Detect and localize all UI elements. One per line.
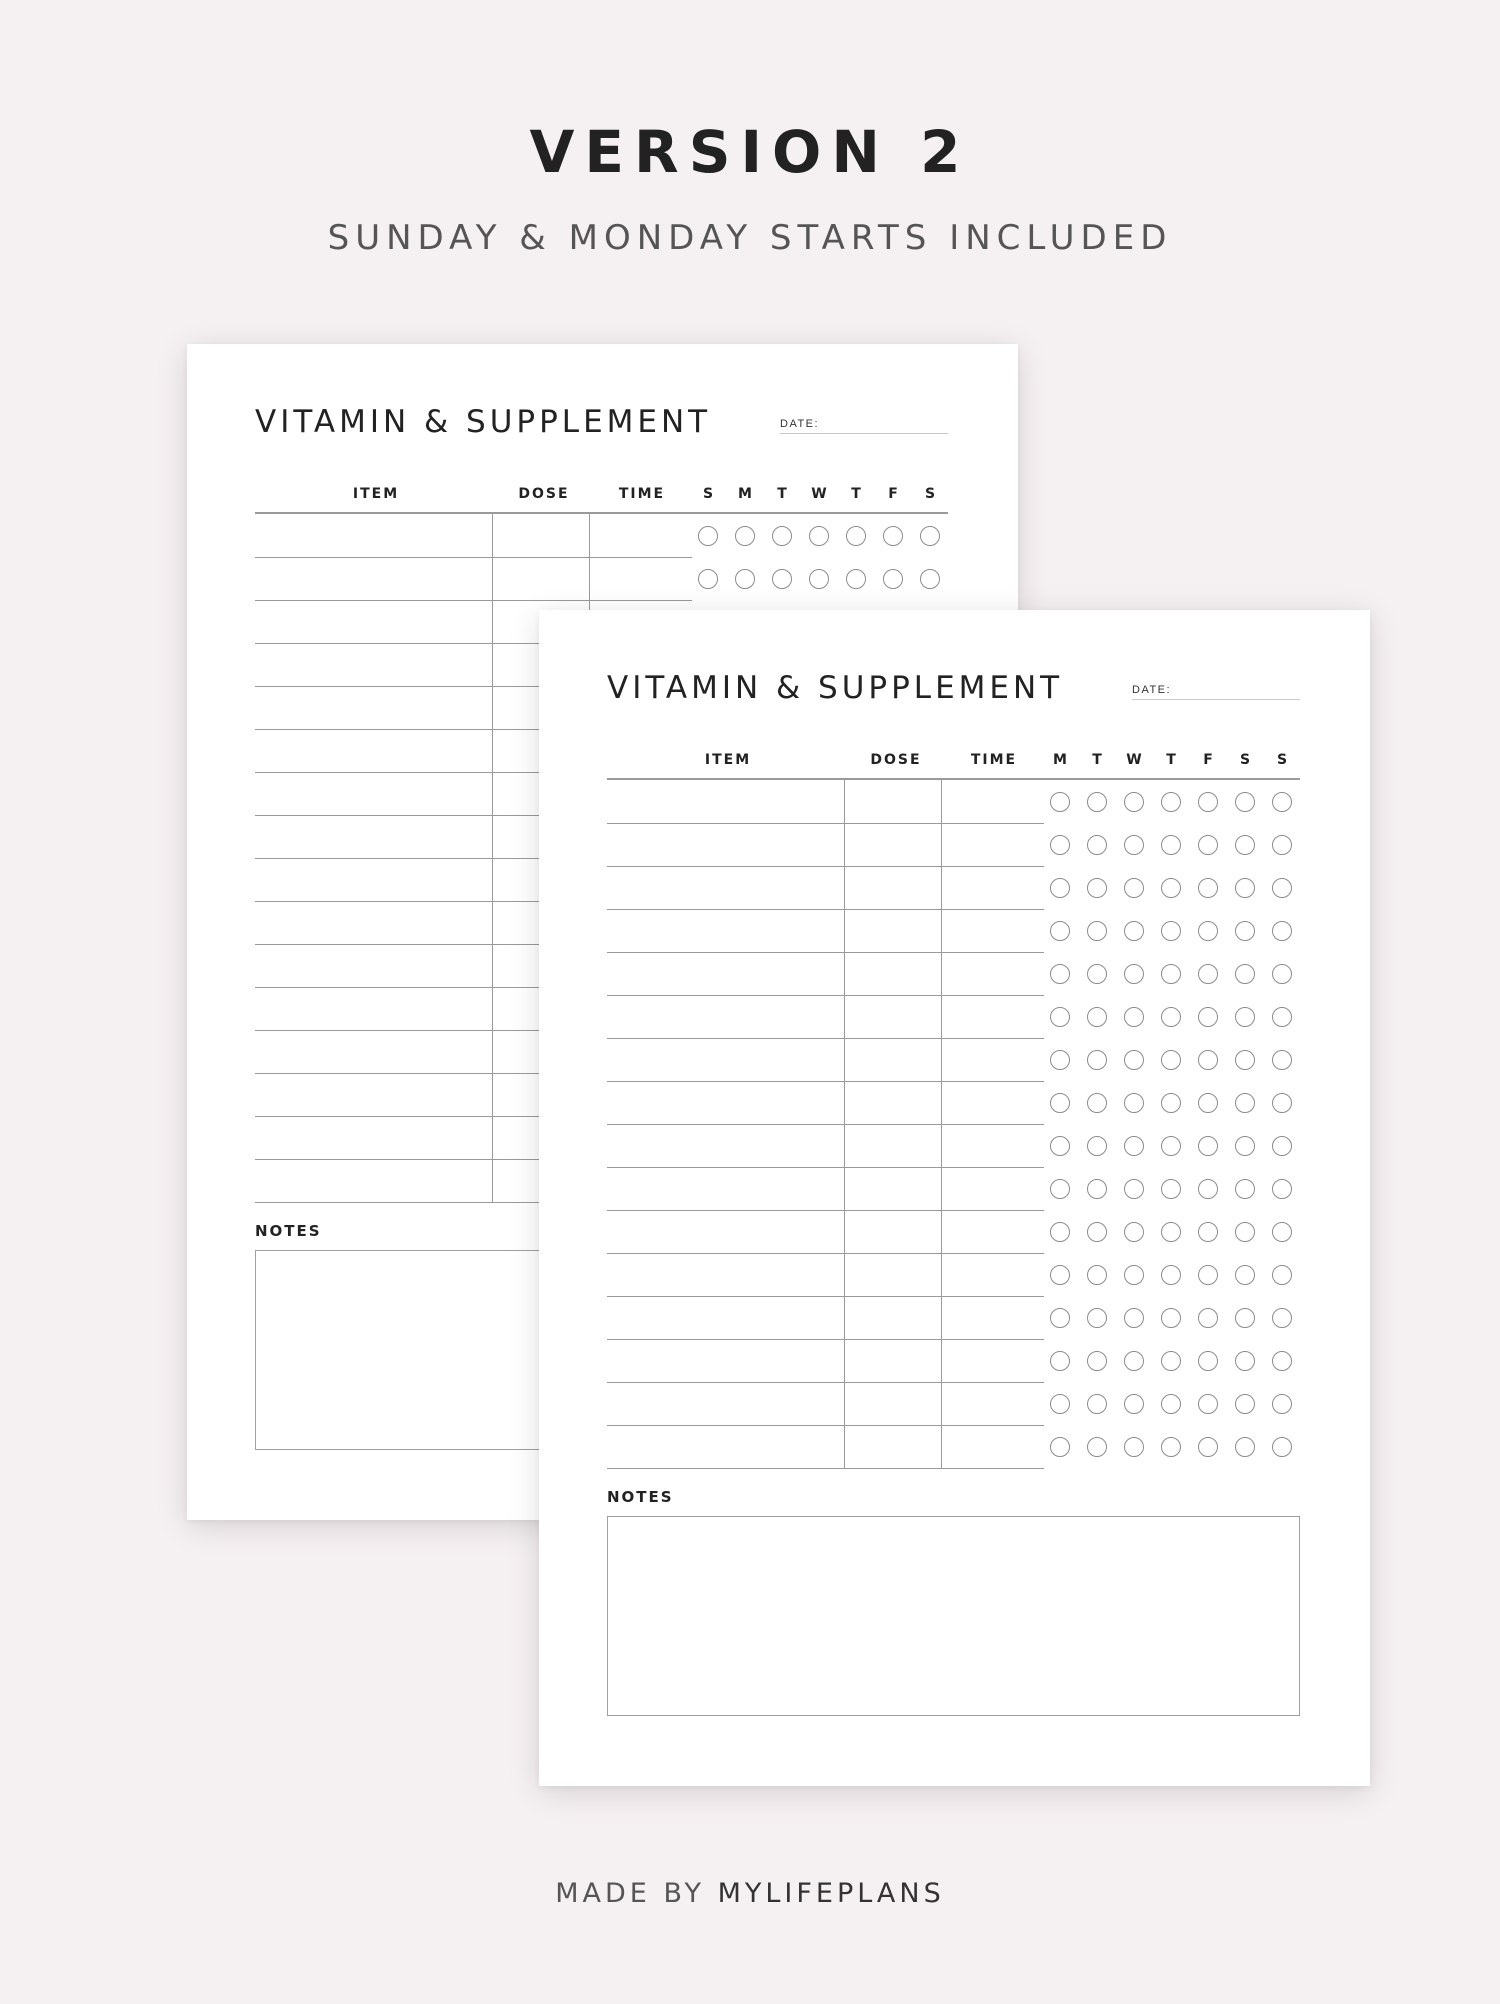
column-header-time: TIME	[618, 486, 666, 502]
day-checkbox[interactable]	[1161, 1179, 1181, 1199]
day-checkbox[interactable]	[1235, 921, 1255, 941]
day-checkbox[interactable]	[772, 569, 792, 589]
day-header: M	[738, 486, 752, 502]
day-checkbox[interactable]	[1124, 792, 1144, 812]
day-checkbox[interactable]	[1272, 1265, 1292, 1285]
day-checkbox[interactable]	[1235, 1308, 1255, 1328]
table-row[interactable]	[607, 1468, 1044, 1469]
day-checkbox[interactable]	[1161, 1265, 1181, 1285]
day-checkbox[interactable]	[1161, 1351, 1181, 1371]
footer-credit	[0, 1878, 1500, 1909]
date-field[interactable]	[780, 433, 948, 434]
day-checkbox[interactable]	[1235, 1222, 1255, 1242]
day-checkbox[interactable]	[1272, 1050, 1292, 1070]
day-checkbox[interactable]	[1235, 964, 1255, 984]
day-checkbox[interactable]	[1272, 1351, 1292, 1371]
day-checkbox[interactable]	[1235, 792, 1255, 812]
day-checkbox[interactable]	[1272, 1308, 1292, 1328]
day-checkbox[interactable]	[1124, 878, 1144, 898]
day-checkbox[interactable]	[1124, 1050, 1144, 1070]
day-header: S	[1276, 752, 1288, 768]
day-header: T	[851, 486, 861, 502]
table-row[interactable]	[607, 1038, 1044, 1039]
day-checkbox[interactable]	[1124, 1136, 1144, 1156]
day-checkbox[interactable]	[1198, 878, 1218, 898]
day-checkbox[interactable]	[1198, 1179, 1218, 1199]
column-header-dose: DOSE	[518, 486, 570, 502]
table-row[interactable]	[607, 1124, 1044, 1125]
day-checkbox[interactable]	[1050, 792, 1070, 812]
day-checkbox[interactable]	[1272, 1007, 1292, 1027]
table-row[interactable]	[607, 1296, 1044, 1297]
day-checkbox[interactable]	[1124, 964, 1144, 984]
day-checkbox[interactable]	[1161, 1007, 1181, 1027]
day-checkbox[interactable]	[1087, 1136, 1107, 1156]
day-checkbox[interactable]	[846, 569, 866, 589]
day-checkbox[interactable]	[1087, 1351, 1107, 1371]
day-checkbox[interactable]	[1087, 1265, 1107, 1285]
day-header: M	[1053, 752, 1067, 768]
day-checkbox[interactable]	[1235, 1437, 1255, 1457]
planner-title: VITAMIN & SUPPLEMENT	[255, 404, 712, 440]
day-checkbox[interactable]	[1124, 1308, 1144, 1328]
day-checkbox[interactable]	[1161, 792, 1181, 812]
day-checkbox[interactable]	[1272, 964, 1292, 984]
day-checkbox[interactable]	[1087, 1179, 1107, 1199]
day-header: S	[702, 486, 714, 502]
planner-sheet-monday-start	[539, 610, 1370, 1786]
day-checkbox[interactable]	[1198, 1093, 1218, 1113]
day-checkbox[interactable]	[1235, 878, 1255, 898]
day-checkbox[interactable]	[1087, 878, 1107, 898]
day-checkbox[interactable]	[1050, 1437, 1070, 1457]
table-row[interactable]	[607, 1339, 1044, 1340]
day-header: S	[1239, 752, 1251, 768]
footer-made-by: MADE BY	[555, 1878, 705, 1909]
day-checkbox[interactable]	[883, 526, 903, 546]
day-checkbox[interactable]	[1235, 1179, 1255, 1199]
header-rule	[255, 512, 948, 514]
day-checkbox[interactable]	[1161, 1437, 1181, 1457]
date-label: DATE:	[1132, 684, 1172, 696]
table-row[interactable]	[607, 909, 1044, 910]
day-checkbox[interactable]	[735, 569, 755, 589]
day-checkbox[interactable]	[1272, 1136, 1292, 1156]
day-checkbox[interactable]	[772, 526, 792, 546]
day-checkbox[interactable]	[1235, 1136, 1255, 1156]
day-checkbox[interactable]	[1235, 1093, 1255, 1113]
day-checkbox[interactable]	[1124, 1179, 1144, 1199]
day-header: W	[1126, 752, 1142, 768]
day-header: S	[924, 486, 936, 502]
day-checkbox[interactable]	[1050, 835, 1070, 855]
day-checkbox[interactable]	[1198, 1308, 1218, 1328]
page-subheadline: SUNDAY & MONDAY STARTS INCLUDED	[327, 218, 1173, 258]
column-header-time: TIME	[970, 752, 1018, 768]
day-checkbox[interactable]	[1124, 1394, 1144, 1414]
table-row[interactable]	[607, 995, 1044, 996]
day-checkbox[interactable]	[1161, 878, 1181, 898]
planner-title: VITAMIN & SUPPLEMENT	[607, 670, 1064, 706]
table-row[interactable]	[607, 823, 1044, 824]
day-checkbox[interactable]	[1161, 1394, 1181, 1414]
day-checkbox[interactable]	[1050, 1007, 1070, 1027]
table-row[interactable]	[607, 1382, 1044, 1383]
day-checkbox[interactable]	[1272, 1179, 1292, 1199]
day-checkbox[interactable]	[1087, 921, 1107, 941]
day-checkbox[interactable]	[1272, 1093, 1292, 1113]
day-checkbox[interactable]	[1161, 835, 1181, 855]
page-headline: VERSION 2	[529, 118, 971, 186]
day-checkbox[interactable]	[1272, 878, 1292, 898]
day-checkbox[interactable]	[1161, 1050, 1181, 1070]
day-checkbox[interactable]	[1087, 1308, 1107, 1328]
day-checkbox[interactable]	[1235, 1265, 1255, 1285]
day-checkbox[interactable]	[1050, 921, 1070, 941]
day-checkbox[interactable]	[1235, 1351, 1255, 1371]
day-checkbox[interactable]	[883, 569, 903, 589]
day-checkbox[interactable]	[1050, 1093, 1070, 1113]
day-checkbox[interactable]	[846, 526, 866, 546]
column-header-dose: DOSE	[870, 752, 922, 768]
day-checkbox[interactable]	[1198, 1394, 1218, 1414]
day-checkbox[interactable]	[698, 569, 718, 589]
day-checkbox[interactable]	[1235, 835, 1255, 855]
day-checkbox[interactable]	[1087, 1394, 1107, 1414]
day-checkbox[interactable]	[1087, 964, 1107, 984]
day-checkbox[interactable]	[1050, 1265, 1070, 1285]
day-checkbox[interactable]	[1198, 1050, 1218, 1070]
day-header: F	[1203, 752, 1213, 768]
header-rule	[607, 778, 1300, 780]
table-row[interactable]	[607, 866, 1044, 867]
column-header-item: ITEM	[352, 486, 400, 502]
day-checkbox[interactable]	[1050, 1222, 1070, 1242]
day-checkbox[interactable]	[1235, 1394, 1255, 1414]
day-header: T	[777, 486, 787, 502]
table-row[interactable]	[255, 600, 692, 601]
day-checkbox[interactable]	[1050, 1179, 1070, 1199]
day-checkbox[interactable]	[1272, 1437, 1292, 1457]
day-checkbox[interactable]	[1087, 1050, 1107, 1070]
day-checkbox[interactable]	[1124, 1351, 1144, 1371]
day-checkbox[interactable]	[1124, 1265, 1144, 1285]
day-checkbox[interactable]	[1198, 921, 1218, 941]
day-checkbox[interactable]	[1124, 921, 1144, 941]
day-checkbox[interactable]	[1124, 1437, 1144, 1457]
table-row[interactable]	[255, 557, 692, 558]
day-checkbox[interactable]	[1050, 1050, 1070, 1070]
day-checkbox[interactable]	[1235, 1007, 1255, 1027]
day-checkbox[interactable]	[1198, 1222, 1218, 1242]
day-checkbox[interactable]	[1198, 1265, 1218, 1285]
day-checkbox[interactable]	[1198, 964, 1218, 984]
day-checkbox[interactable]	[1124, 835, 1144, 855]
day-header: F	[888, 486, 898, 502]
day-checkbox[interactable]	[1087, 1093, 1107, 1113]
day-checkbox[interactable]	[1050, 1394, 1070, 1414]
day-checkbox[interactable]	[1124, 1093, 1144, 1113]
table-row[interactable]	[607, 1081, 1044, 1082]
day-header: W	[811, 486, 827, 502]
day-checkbox[interactable]	[809, 569, 829, 589]
day-header: T	[1092, 752, 1102, 768]
day-checkbox[interactable]	[1050, 964, 1070, 984]
table-row[interactable]	[607, 1253, 1044, 1254]
day-checkbox[interactable]	[1272, 835, 1292, 855]
day-checkbox[interactable]	[1087, 1222, 1107, 1242]
day-checkbox[interactable]	[1198, 835, 1218, 855]
notes-label: NOTES	[255, 1222, 322, 1240]
day-checkbox[interactable]	[735, 526, 755, 546]
day-checkbox[interactable]	[920, 569, 940, 589]
day-checkbox[interactable]	[698, 526, 718, 546]
day-checkbox[interactable]	[1087, 835, 1107, 855]
day-checkbox[interactable]	[1087, 1437, 1107, 1457]
notes-box[interactable]	[607, 1516, 1300, 1716]
day-checkbox[interactable]	[1124, 1007, 1144, 1027]
day-checkbox[interactable]	[1161, 921, 1181, 941]
notes-label: NOTES	[607, 1488, 674, 1506]
day-checkbox[interactable]	[1050, 1351, 1070, 1371]
table-row[interactable]	[607, 1167, 1044, 1168]
day-checkbox[interactable]	[1198, 1351, 1218, 1371]
day-checkbox[interactable]	[920, 526, 940, 546]
table-row[interactable]	[607, 952, 1044, 953]
table-row[interactable]	[607, 1210, 1044, 1211]
day-checkbox[interactable]	[1198, 1136, 1218, 1156]
day-checkbox[interactable]	[1161, 1093, 1181, 1113]
column-header-item: ITEM	[704, 752, 752, 768]
day-header: T	[1166, 752, 1176, 768]
day-checkbox[interactable]	[1198, 1007, 1218, 1027]
day-checkbox[interactable]	[1272, 1222, 1292, 1242]
day-checkbox[interactable]	[1161, 1136, 1181, 1156]
day-checkbox[interactable]	[1161, 1308, 1181, 1328]
day-checkbox[interactable]	[1050, 1136, 1070, 1156]
date-label: DATE:	[780, 418, 820, 430]
table-row[interactable]	[607, 1425, 1044, 1426]
day-checkbox[interactable]	[1235, 1050, 1255, 1070]
day-checkbox[interactable]	[1087, 792, 1107, 812]
day-checkbox[interactable]	[1272, 921, 1292, 941]
day-checkbox[interactable]	[1087, 1007, 1107, 1027]
day-checkbox[interactable]	[1198, 1437, 1218, 1457]
day-checkbox[interactable]	[1198, 792, 1218, 812]
day-checkbox[interactable]	[1161, 964, 1181, 984]
day-checkbox[interactable]	[1161, 1222, 1181, 1242]
date-field[interactable]	[1132, 699, 1300, 700]
day-checkbox[interactable]	[809, 526, 829, 546]
day-checkbox[interactable]	[1050, 878, 1070, 898]
day-checkbox[interactable]	[1124, 1222, 1144, 1242]
day-checkbox[interactable]	[1050, 1308, 1070, 1328]
footer-brand: MYLIFEPLANS	[717, 1878, 945, 1909]
day-checkbox[interactable]	[1272, 1394, 1292, 1414]
day-checkbox[interactable]	[1272, 792, 1292, 812]
